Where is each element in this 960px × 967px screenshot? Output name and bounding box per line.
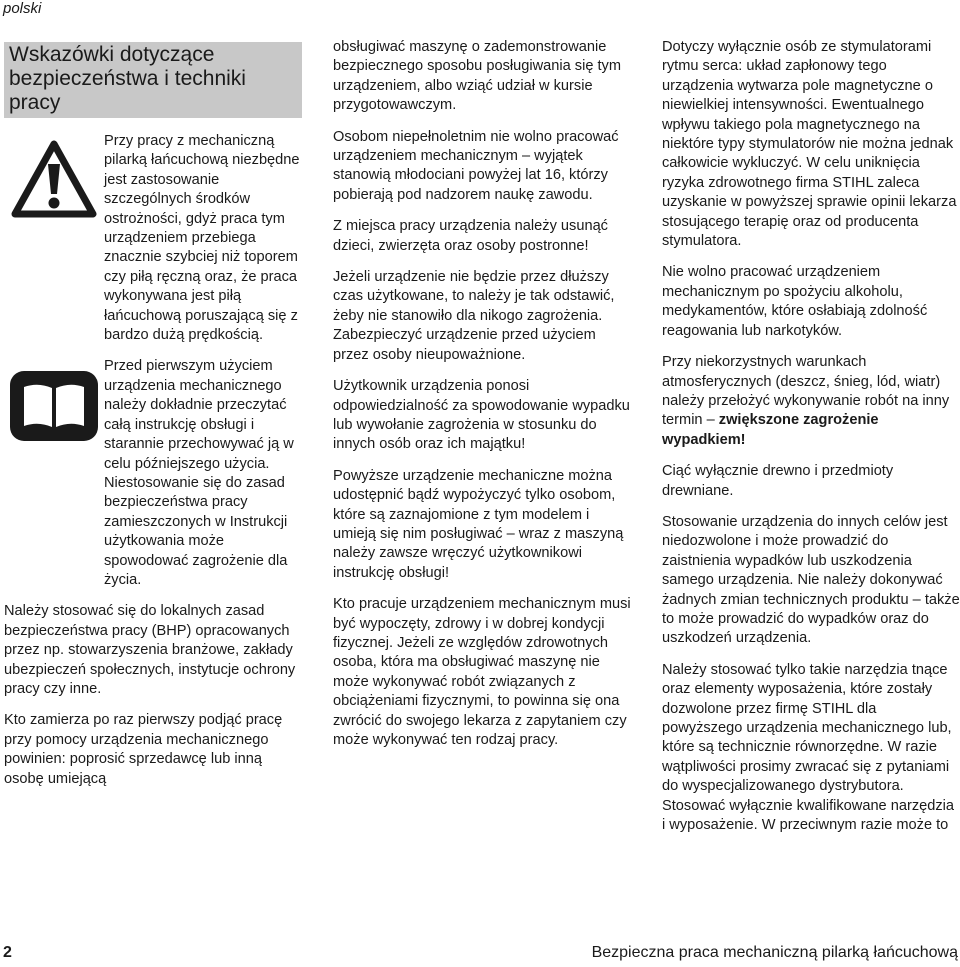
weather-warning-emphasis: zwiększone zagrożenie wypadkiem! bbox=[662, 412, 879, 448]
paragraph: Dotyczy wyłącznie osób ze stymulatorami rytmu serca: układ zapłonowy tego urządzenia wytwarza pole magnetyczne o niewielkiej intensywności. Ewentualnego wpływu takiego pola magnetycznego na niektóre typy stymulatorów nie można jednak całkowicie wykluczyć. W celu uniknięcia ryzyka zdrowotnego firma STIHL zaleca uzyskanie w powyższej sprawie opinii lekarza stosującego terapię oraz od producenta stymulatora. bbox=[662, 39, 957, 250]
paragraph: Należy stosować tylko takie narzędzia tnące oraz elementy wyposażenia, które zostały dozwolone przez firmę STIHL dla powyższego urządzenia mechanicznego lub, które są technicznie równorzędne. W razie wątpliwości prosimy zwracać się z pytaniami do wyspecjalizowanego dystrybutora. Stosować wyłącznie kwalifikowane narzędzia i wyposażenie. W przeciwnym razie może to bbox=[662, 661, 955, 834]
paragraph: Nie wolno pracować urządzeniem mechanicznym po spożyciu alkoholu, medykamentów, które osłabiają zdolność reagowania lub narkotyków. bbox=[662, 264, 928, 339]
section-heading: Wskazówki dotyczące bezpieczeństwa i techniki pracy bbox=[4, 42, 302, 118]
column-1 bbox=[4, 38, 302, 801]
paragraph: Osobom niepełnoletnim nie wolno pracować urządzeniem mechanicznym – wyjątek stanowią młodociani powyżej lat 16, którzy pobierają pod nadzorem naukę zawodu. bbox=[333, 128, 619, 203]
column-3 bbox=[662, 38, 960, 847]
footer-title: Bezpieczna praca mechaniczną pilarką łańcuchową bbox=[591, 944, 958, 961]
warning-block bbox=[4, 132, 302, 357]
book-manual-icon bbox=[10, 371, 98, 441]
language-label: polski bbox=[3, 0, 42, 17]
paragraph: Kto pracuje urządzeniem mechanicznym musi być wypoczęty, zdrowy i w dobrej kondycji fizycznej. Jeżeli ze względów zdrowotnych osoba, która ma obsługiwać maszynę nie może wykonywać robót związanych z obciążeniami fizycznymi, to powinna się ona zwrócić do swojego lekarza z zapytaniem czy może wykonywać ten rodzaj pracy. bbox=[333, 596, 631, 748]
warning-text: Przy pracy z mechaniczną pilarką łańcuchową niezbędne jest zastosowanie szczególnych środków ostrożności, gdyż praca tym urządzeniem przebiega znacznie szybciej niż toporem czy piłą ręczną oraz, że praca wykonywana jest piłą łańcuchową poruszającą się z bardzo dużą prędkością. bbox=[104, 133, 300, 344]
paragraph: Jeżeli urządzenie nie będzie przez dłuższy czas użytkowane, to należy je tak odstawić, żeby nie stanowiło dla nikogo zagrożenia. Zabezpieczyć urządzenie przed użyciem przez osoby nieupoważnione. bbox=[333, 269, 615, 363]
weather-paragraph bbox=[662, 353, 960, 450]
paragraph: Stosowanie urządzenia do innych celów jest niedozwolone i może prowadzić do zaistnienia wypadków lub uszkodzenia samego urządzenia. Nie należy dokonywać żadnych zmian technicznych produktu – także to może prowadzić do wypadków oraz do uszkodzeń urządzenia. bbox=[662, 513, 960, 647]
page-number: 2 bbox=[3, 944, 12, 961]
paragraph: Z miejsca pracy urządzenia należy usunąć dzieci, zwierzęta oraz osoby postronne! bbox=[333, 218, 608, 254]
manual-block bbox=[4, 357, 302, 602]
paragraph: Należy stosować się do lokalnych zasad bezpieczeństwa pracy (BHP) opracowanych przez np. stowarzyszenia branżowe, zakłady ubezpieczeń społecznych, instytucje ochrony pracy czy inne. bbox=[4, 603, 296, 697]
paragraph: Kto zamierza po raz pierwszy podjąć pracę przy pomocy urządzenia mechanicznego powinien: poprosić sprzedawcę lub inną osobę umiejącą bbox=[4, 712, 283, 787]
paragraph: Użytkownik urządzenia ponosi odpowiedzialność za spowodowanie wypadku lub wywołanie zagrożenia w stosunku do innych osób oraz ich majątku! bbox=[333, 378, 630, 453]
weather-text: Przy niekorzystnych warunkach atmosferycznych (deszcz, śnieg, lód, wiatr) należy przełożyć wykonywanie robót na inny termin – bbox=[662, 354, 950, 429]
column-2 bbox=[333, 38, 631, 762]
paragraph: Powyższe urządzenie mechaniczne można udostępnić bądź wypożyczyć tylko osobom, które są zaznajomione z tym modelem i umieją się nim posługiwać – wraz z maszyną należy zawsze wręczyć użytkownikowi instrukcję obsługi! bbox=[333, 467, 624, 581]
paragraph: Ciąć wyłącznie drewno i przedmioty drewniane. bbox=[662, 463, 894, 499]
warning-triangle-icon bbox=[11, 140, 97, 218]
paragraph: obsługiwać maszynę o zademonstrowanie bezpiecznego sposobu posługiwania się tym urządzeniem, albo wziąć udział w kursie przygotowawczym. bbox=[333, 39, 621, 114]
manual-text: Przed pierwszym użyciem urządzenia mechanicznego należy dokładnie przeczytać całą instrukcję obsługi i starannie przechowywać ją w celu późniejszego użycia. Niestosowanie się do zasad bezpieczeństwa pracy zamieszczonych w Instrukcji użytkowania może spowodować zagrożenie dla życia. bbox=[104, 358, 294, 588]
